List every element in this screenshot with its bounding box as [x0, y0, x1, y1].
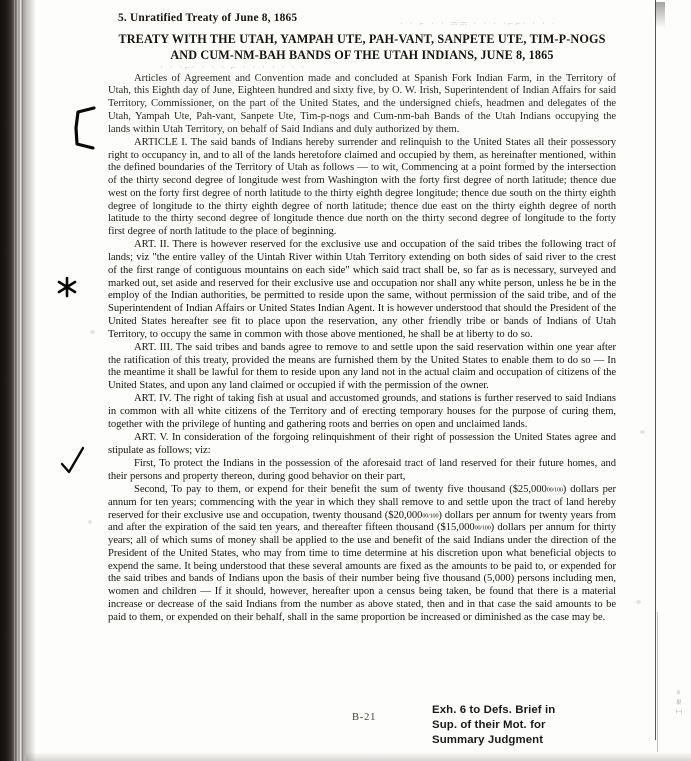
paragraph-article-3: ART. III. The said tribes and bands agree to remove to and settle upon the said reservation within one year after the ratification of this treaty, provided the means are furnished them by the United States to enable them to do so — In the meantime it shall be lawful for them to reside upon any land not in the actual claim and occupation of citizens of the United States, and upon any land claimed or occupied if with the permission of the owner.: [108, 341, 616, 392]
exhibit-stamp-line-3: Summary Judgment: [432, 733, 544, 746]
right-margin-vertical-marks: ≡ ≋ ⌶: [674, 690, 683, 716]
second-text-part-4: ) dollars per annum for thirty years; all of which sums of money shall be applied to the use and benefit of the said Indians under the direction of the President of the United States, who may from time to time determine at his discretion upon what beneficial objects to expend the same. It being understood that these several amounts are fixed as the amounts to be paid to, or expended for the said tribes and bands of Indians upon the basis of their number being five thousand (5,000) persons including men, women and children — If it should, however, hereafter upon a census being taken, be found that there is a material increase or decrease of the said Indians from the number as above stated, then and in that case the said amounts to be paid to them, or expended on their behalf, shall in the same proportion be increased or diminished as the case may be.: [108, 522, 616, 623]
scan-fleck-top-right: [655, 2, 665, 28]
document-title: [108, 32, 616, 64]
scanner-left-edge-gradient: [22, 0, 36, 761]
paragraph-article-1: ARTICLE I. The said bands of Indians hereby surrender and relinquish to the United States all their possessory right to occupancy in, and to all of the lands heretofore claimed and occupied by them, as hereinafter mentioned, within the defined boundaries of the Territory of Utah as follows — to wit, Commencing at a point formed by the intersection of the thirty second degree of longitude west from Washington with the forty first degree of north latitude; thence due west on the forty first degree of north latitude to the thirty eighth degree longitude; thence due south on the thirty eighth degree of longitude to the thirty eighth degree of north latitude; thence due east on the thirty eighth degree of north latitude to the thirty second degree of longitude thence due north on the thirty second degree of longitude to the forty first degree of north latitude to the place of beginning.: [108, 136, 616, 238]
page-right-border-line-lower: [657, 612, 658, 752]
paragraph-article-4: ART. IV. The right of taking fish at usual and accustomed grounds, and stations is further reserved to said Indians in common with all white citizens of the Territory and of erecting temporary houses for the purpose of curing them, together with the privilege of hunting and gathering roots and berries on open and unclaimed lands.: [108, 393, 616, 430]
second-text-part-3: ) dollars per annum for twenty years from and after the expiration of the said ten years, and thereafter fifteen thousand ($15,000: [108, 509, 616, 534]
handwritten-check-annotation: [60, 446, 86, 476]
second-text-part-2: ) dollars per annum for ten years; commencing with the year in which they shall remove to and settle upon the tract of land hereby reserved for their exclusive use and occupation, twenty thousand ($20,000: [108, 484, 616, 521]
exhibit-stamp-line-2: Sup. of their Mot. for: [432, 718, 546, 731]
paragraph-article-5: ART. V. In consideration of the forgoing relinquishment of their right of possession the United States agree and stipulate as follows; viz:: [108, 432, 616, 456]
document-text-column: [108, 12, 616, 625]
paragraph-preamble: Articles of Agreement and Convention made and concluded at Spanish Fork Indian Farm, in the Territory of Utah, this Eighth day of June, Eighteen hundred and sixty five, by O. W. Irish, Superintendent of Indian Affairs for said Territory, Commissioner, on the part of the United States, and the undersigned chiefs, headmen and delegates of the Utah, Yampah Ute, Pah-vant, Sanpete Ute, Tim-p-nogs and Cum-nm-bah Bands of the Utah Indians occupying the lands within Utah Territory, on behalf of Said Indians and duly authorized by them.: [108, 72, 616, 135]
asterisk-icon: [56, 276, 78, 298]
paragraph-stipulation-second: [108, 484, 616, 624]
handwritten-bracket-annotation: [72, 106, 98, 150]
fraction-20000: 00/100: [422, 512, 439, 520]
check-mark-icon: [60, 446, 86, 476]
section-heading: 5. Unratified Treaty of June 8, 1865: [118, 12, 298, 24]
fraction-15000: 00/100: [474, 524, 491, 532]
paragraph-stipulation-first: First, To protect the Indians in the possession of the aforesaid tract of land reserved for their future homes, and their persons and property thereon, during good behavior on their part,: [108, 458, 616, 482]
handwritten-star-annotation: [56, 276, 78, 303]
second-text-part-1: Second, To pay to them, or expend for their benefit the sum of twenty five thousand ($25,000: [134, 484, 547, 496]
title-line-1: TREATY WITH THE UTAH, YAMPAH UTE, PAH-VANT, SANPETE UTE, TIM-P-NOGS: [118, 32, 606, 46]
ghost-text-artifact-title: · · ·⌐· · · · ⌐ · · · · · · ·: [160, 62, 307, 72]
exhibit-stamp-line-1: Exh. 6 to Defs. Brief in: [432, 704, 556, 716]
title-line-2: AND CUM-NM-BAH BANDS OF THE UTAH INDIANS, JUNE 8, 1865: [170, 47, 554, 62]
fraction-25000: 00/100: [546, 486, 563, 494]
page-right-border-line: [655, 0, 656, 740]
page-bottom-shadow: [26, 752, 691, 761]
ghost-text-artifact-top: · · ⌐ · · ⎓⎓ · · · ·⌐⌐· · · ·: [400, 18, 558, 28]
bracket-icon: [72, 106, 98, 150]
page-number: B-21: [352, 712, 377, 723]
paragraph-article-2: ART. II. There is however reserved for the exclusive use and occupation of the said tribes the following tract of lands; viz "the entire valley of the Uintah River within Utah Territory extending on both sides of said river to the crest of the first range of contiguous mountains on each side" which said tract shall be, so far as is necessary, surveyed and marked out, set aside and reserved for their exclusive use and occupation nor shall any white person, unless he be in the employ of the Indian authorities, be permitted to reside upon the same, without permission of the said tribe, and of the Superintendent of Indian Affairs or United States Indian Agent. It is however understood that should the President of the United States hereafter see fit to place upon the reservation, any other friendly tribe or bands of Indians of Utah Territory, to occupy the same in common with those above mentioned, he shall be at liberty to do so.: [108, 239, 616, 340]
